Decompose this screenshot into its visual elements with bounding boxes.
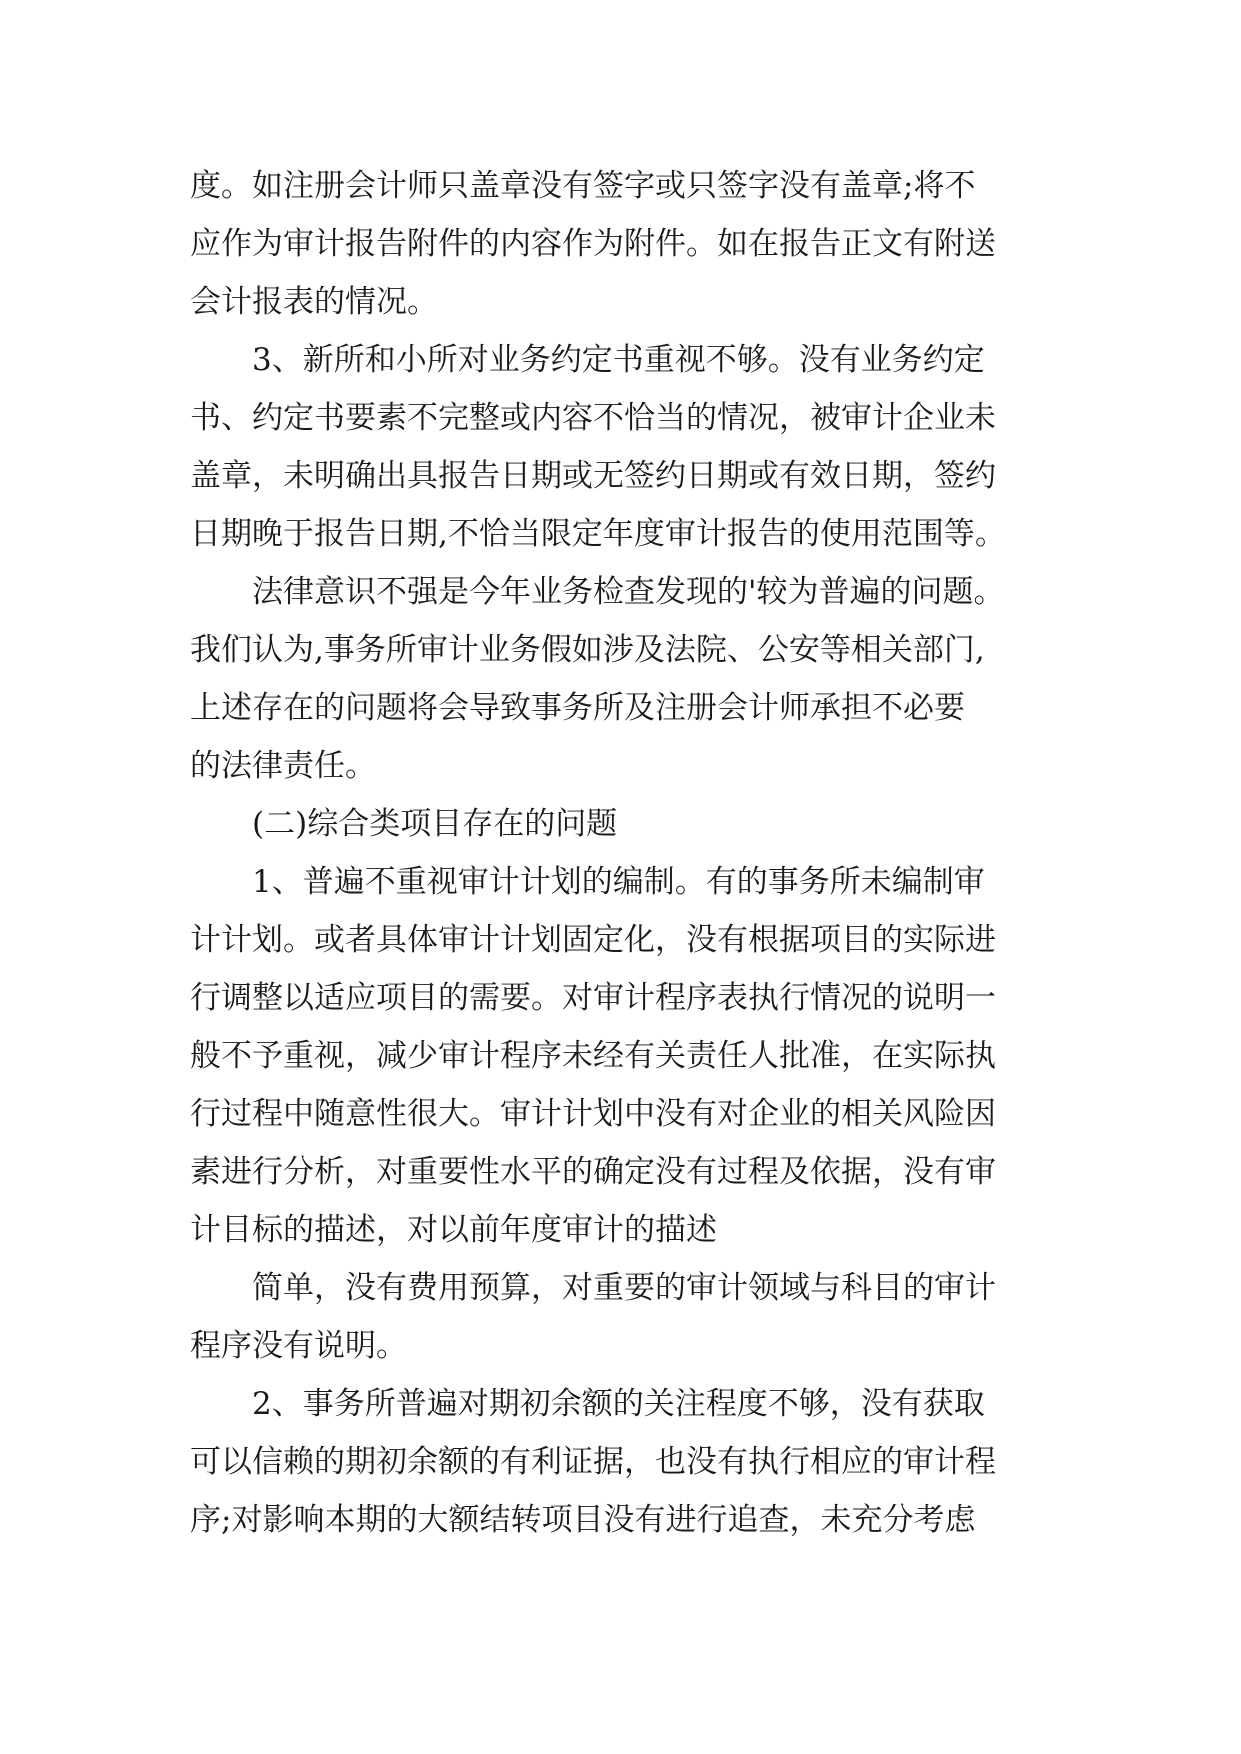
text-line: 简单，没有费用预算，对重要的审计领域与科目的审计 [252,1270,996,1306]
text-line: 计计划。或者具体审计计划固定化，没有根据项目的实际进 [190,922,996,958]
text-line: 度。如注册会计师只盖章没有签字或只签字没有盖章;将不 [190,168,976,204]
text-line: 计目标的描述，对以前年度审计的描述 [190,1212,717,1248]
text-line: 的法律责任。 [190,748,376,784]
text-line: 书、约定书要素不完整或内容不恰当的情况，被审计企业未 [190,400,996,436]
text-line: 素进行分析，对重要性水平的确定没有过程及依据，没有审 [190,1154,996,1190]
text-line: 般不予重视，减少审计程序未经有关责任人批准，在实际执 [190,1038,996,1074]
text-line: 可以信赖的期初余额的有利证据，也没有执行相应的审计程 [190,1444,996,1480]
text-line: 日期晚于报告日期,不恰当限定年度审计报告的使用范围等。 [190,516,1006,552]
text-line: 1、普遍不重视审计计划的编制。有的事务所未编制审 [252,864,985,900]
text-line: 应作为审计报告附件的内容作为附件。如在报告正文有附送 [190,226,996,262]
text-line: 会计报表的情况。 [190,284,438,320]
text-line: 程序没有说明。 [190,1328,407,1364]
text-line: 序;对影响本期的大额结转项目没有进行追查，未充分考虑 [190,1502,976,1538]
text-line: 3、新所和小所对业务约定书重视不够。没有业务约定 [252,342,985,378]
text-line: 上述存在的问题将会导致事务所及注册会计师承担不必要 [190,690,965,726]
text-line: 行过程中随意性很大。审计计划中没有对企业的相关风险因 [190,1096,996,1132]
section-heading: (二)综合类项目存在的问题 [252,806,618,842]
text-line: 行调整以适应项目的需要。对审计程序表执行情况的说明一 [190,980,996,1016]
text-line: 盖章，未明确出具报告日期或无签约日期或有效日期，签约 [190,458,996,494]
text-line: 我们认为,事务所审计业务假如涉及法院、公安等相关部门, [190,632,985,668]
text-line: 法律意识不强是今年业务检查发现的'较为普遍的问题。 [252,574,1005,610]
text-line: 2、事务所普遍对期初余额的关注程度不够，没有获取 [252,1386,985,1422]
